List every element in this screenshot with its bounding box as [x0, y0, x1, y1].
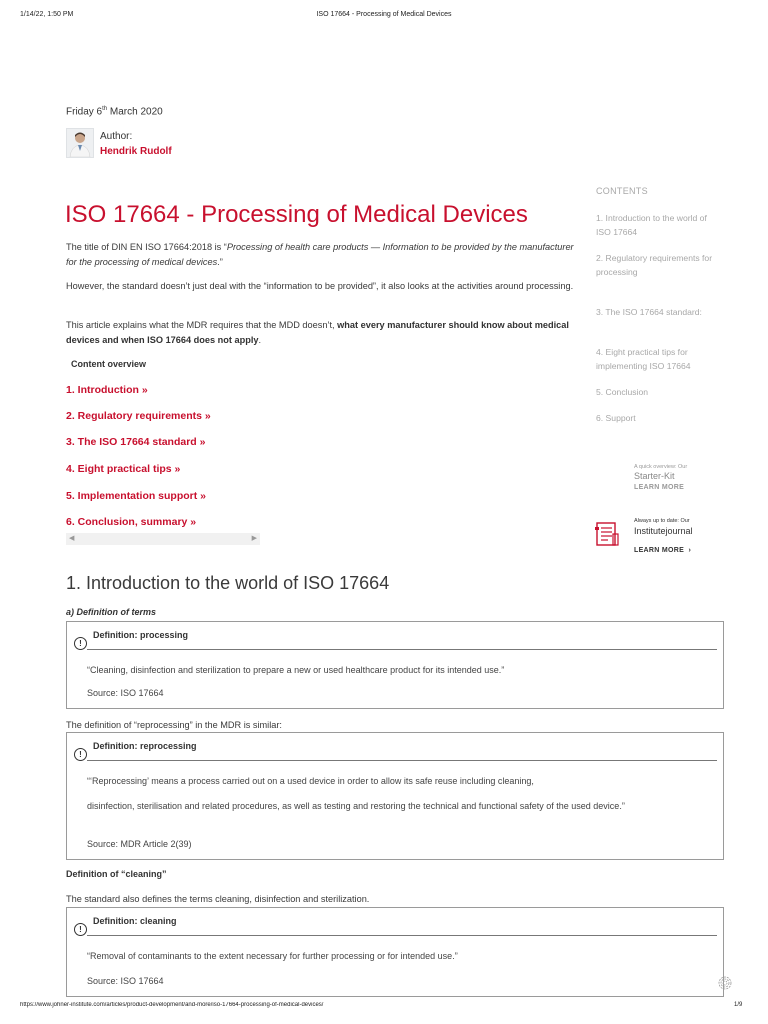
- sidebar-item-introduction[interactable]: 1. Introduction to the world of ISO 17664: [596, 213, 707, 237]
- intro-paragraph-1: The title of DIN EN ISO 17664:2018 is “Processing of health care products — Information to be provided by the manufacturer for the processing of medical devices.”: [66, 242, 574, 267]
- definition-source: Source: ISO 17664: [87, 976, 164, 986]
- fingerprint-icon[interactable]: [718, 975, 732, 991]
- author-name-link[interactable]: Hendrik Rudolf: [100, 146, 172, 157]
- definition-box-processing: [66, 621, 724, 709]
- definition-of-terms-heading: a) Definition of terms: [66, 607, 157, 617]
- promo-starter-kit: [634, 464, 744, 491]
- scroll-right-arrow-icon[interactable]: ▶: [251, 535, 257, 542]
- journal-icon: [594, 520, 620, 548]
- sidebar-item-support[interactable]: 6. Support: [596, 413, 636, 423]
- author-label: Author:: [100, 131, 133, 142]
- definition-text-line-2: disinfection, sterilisation and related procedures, as well as testing and restoring the technical and functional safety of the used device.”: [87, 801, 625, 811]
- definition-box-cleaning: [66, 907, 724, 997]
- definition-text: “Removal of contaminants to the extent necessary for further processing or for intended use.”: [87, 951, 458, 961]
- promo-journal-title: Institutejournal: [634, 526, 693, 536]
- definition-box-reprocessing: [66, 732, 724, 860]
- print-url: https://www.johner-institute.com/articles/product-development/and-more/iso-17664-processing-of-medical-devices/: [20, 1002, 324, 1008]
- content-overview-label: Content overview: [71, 359, 147, 369]
- print-page-number: 1/9: [734, 1002, 743, 1008]
- intro-paragraph-2: However, the standard doesn’t just deal with the “information to be provided”, it also looks at the activities around processing.: [66, 281, 574, 291]
- print-title: ISO 17664 - Processing of Medical Devices: [316, 11, 452, 18]
- definition-title: Definition: cleaning: [93, 916, 177, 926]
- overview-link-introduction[interactable]: 1. Introduction »: [66, 384, 148, 396]
- section-heading-introduction: 1. Introduction to the world of ISO 17664: [66, 573, 390, 593]
- promo-starter-kit-title: Starter-Kit: [634, 471, 675, 481]
- reprocessing-intro-text: The definition of “reprocessing” in the MDR is similar:: [66, 720, 282, 730]
- info-icon: !: [74, 637, 87, 650]
- info-icon: !: [74, 748, 87, 761]
- overview-link-conclusion[interactable]: 6. Conclusion, summary »: [66, 516, 197, 528]
- sidebar-item-conclusion[interactable]: 5. Conclusion: [596, 387, 649, 397]
- promo-starter-kit-tagline: A quick overview: Our: [634, 464, 688, 470]
- info-icon: !: [74, 923, 87, 936]
- page-title: ISO 17664 - Processing of Medical Devices: [65, 201, 528, 228]
- author-avatar: [66, 128, 94, 158]
- promo-journal-learn-more[interactable]: LEARN MORE: [634, 547, 685, 554]
- promo-starter-kit-learn-more[interactable]: LEARN MORE: [634, 484, 685, 491]
- overview-link-tips[interactable]: 4. Eight practical tips »: [66, 463, 181, 475]
- definition-source: Source: MDR Article 2(39): [87, 839, 192, 849]
- cleaning-intro-text: The standard also defines the terms cleaning, disinfection and sterilization.: [66, 894, 370, 904]
- scroll-left-arrow-icon[interactable]: ◀: [69, 535, 75, 542]
- print-datetime: 1/14/22, 1:50 PM: [20, 11, 74, 18]
- sidebar-item-tips[interactable]: 4. Eight practical tips for implementing ISO 17664: [596, 347, 691, 371]
- definition-text: “Cleaning, disinfection and sterilization to prepare a new or used healthcare product for its intended use.”: [87, 665, 505, 675]
- definition-text-line-1: “‘Reprocessing’ means a process carried out on a used device in order to allow its safe reuse including cleaning,: [87, 776, 534, 786]
- sidebar-contents-label: CONTENTS: [596, 186, 648, 196]
- sidebar-item-regulatory[interactable]: 2. Regulatory requirements for processing: [596, 253, 713, 277]
- definition-title: Definition: processing: [93, 630, 189, 640]
- horizontal-scrollbar[interactable]: [66, 533, 260, 545]
- overview-link-support[interactable]: 5. Implementation support »: [66, 490, 207, 502]
- intro-paragraph-3: This article explains what the MDR requires that the MDD doesn’t, what every manufacturer should know about medical devices and when ISO 17664 does not apply.: [66, 320, 569, 345]
- sidebar-item-standard[interactable]: 3. The ISO 17664 standard:: [596, 307, 702, 317]
- definition-title: Definition: reprocessing: [93, 741, 197, 751]
- cleaning-definition-heading: Definition of “cleaning”: [66, 869, 167, 879]
- chevron-right-icon: ›: [688, 547, 691, 554]
- overview-link-regulatory[interactable]: 2. Regulatory requirements »: [66, 410, 211, 422]
- overview-link-standard[interactable]: 3. The ISO 17664 standard »: [66, 436, 206, 448]
- promo-journal-tagline: Always up to date: Our: [634, 518, 690, 524]
- publish-date: Friday 6th March 2020: [66, 106, 163, 118]
- promo-journal: [634, 518, 744, 557]
- definition-source: Source: ISO 17664: [87, 688, 164, 698]
